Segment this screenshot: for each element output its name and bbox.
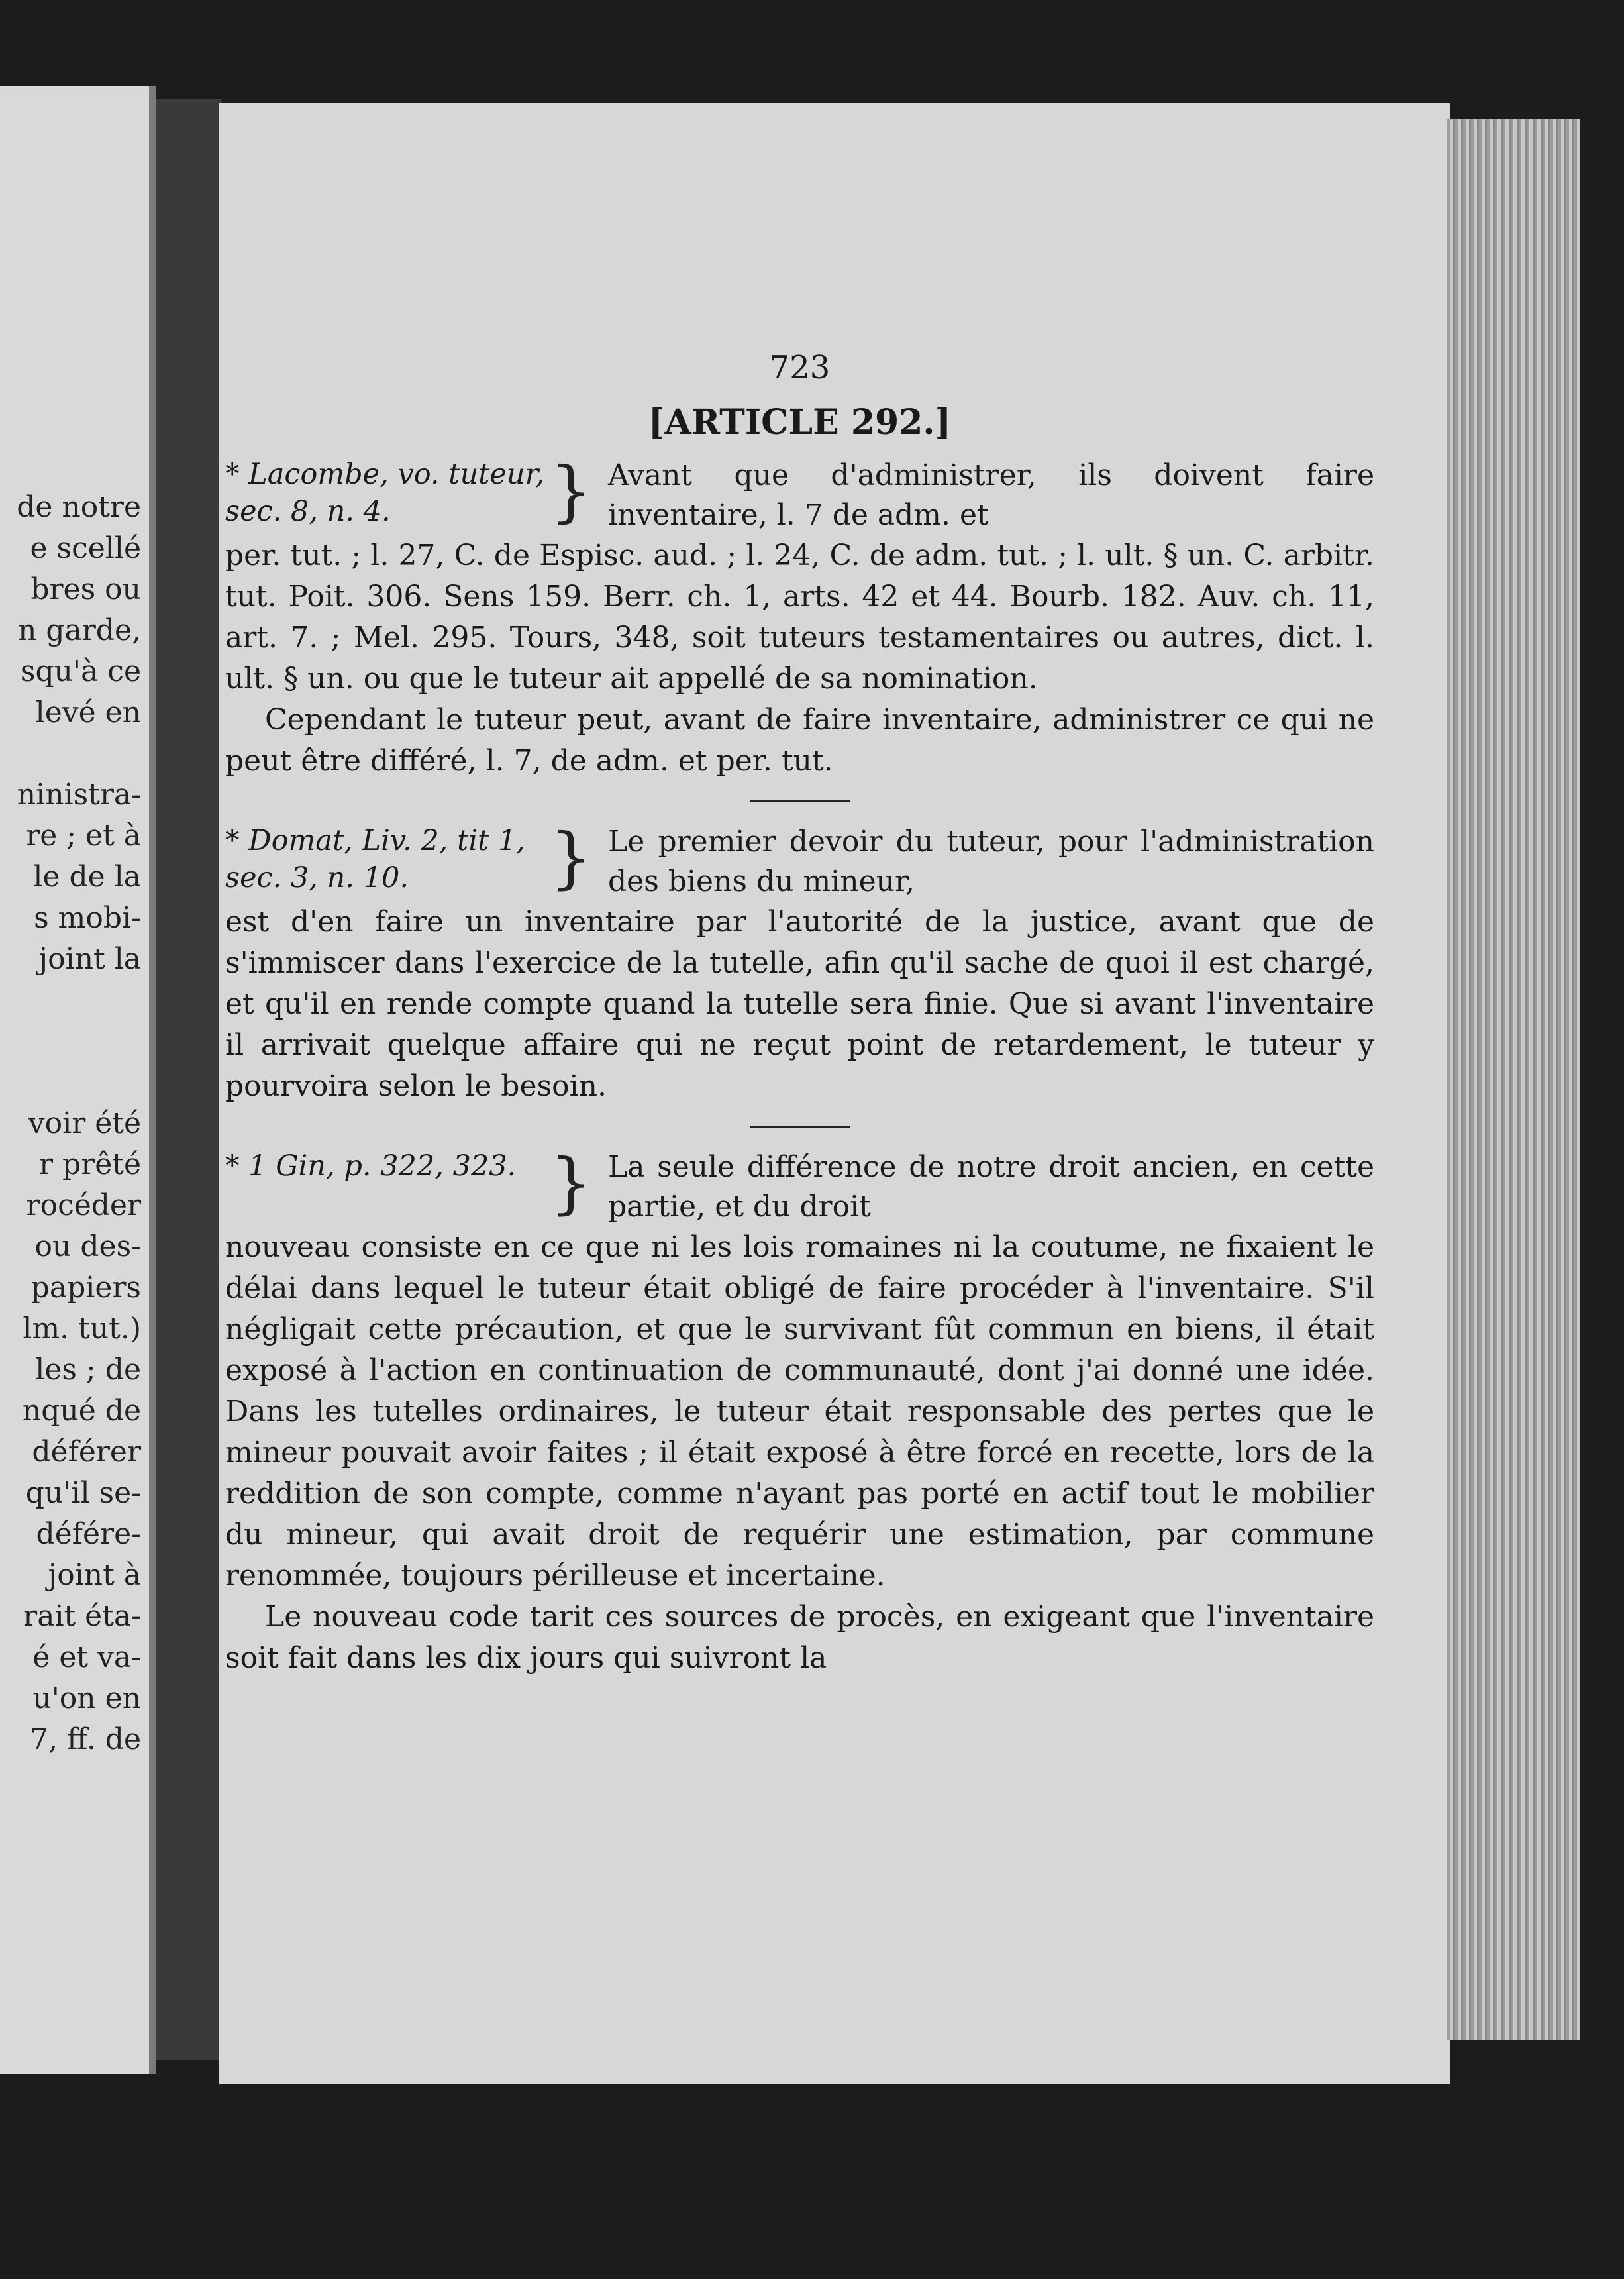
left-page-line: défére- (36, 1517, 141, 1551)
brace-icon: } (550, 819, 592, 896)
left-page-line: ou des- (34, 1230, 141, 1263)
entry-body: nouveau consiste en ce que ni les lois romaines ni la coutume, ne fixaient le délai dans lequel le tuteur était obligé de faire procéder à l'inventaire. S'il négligait cette précaution, et que le survivant fût commun en biens, il était exposé à l'action en continuation de communauté, dont j'ai donné une idée. Dans les tutelles ordinaires, le tuteur était responsable des pertes que le mineur pouvait avoir faites ; il était exposé à être forcé en recette, lors de la reddition de son compte, comme n'ayant pas porté en actif tout le mobilier du mineur, qui avait droit de requérir une estimation, par commune renommée, toujours périlleuse et incertaine. (225, 1230, 1374, 1593)
citation-domat (225, 819, 596, 896)
entry-lead: La seule différence de notre droit ancien, en cette partie, et du droit (608, 1150, 1374, 1224)
entry-body: per. tut. ; l. 27, C. de Espisc. aud. ; l. 24, C. de adm. tut. ; l. ult. § un. C. arbitr. tut. Poit. 306. Sens 159. Berr. ch. 1, arts. 42 et 44. Bourb. 182. Auv. ch. 11, art. 7. ; Mel. 295. Tours, 348, soit tuteurs testamentaires ou autres, dict. l. ult. § un. ou que le tuteur ait appellé de sa nomination. (225, 539, 1374, 696)
left-page-line: le de la (33, 860, 141, 894)
left-page-line: é et va- (32, 1640, 141, 1674)
left-page-line: e scellé (30, 531, 141, 565)
entry-extra: Cependant le tuteur peut, avant de faire inventaire, administrer ce qui ne peut être différé, l. 7, de adm. et per. tut. (225, 703, 1374, 778)
separator-rule (750, 1126, 850, 1128)
left-page-gutter-shadow (149, 86, 156, 2074)
left-page-line: r prêté (39, 1147, 141, 1181)
left-page-line: les ; de (35, 1353, 141, 1387)
brace-icon: } (550, 1144, 592, 1222)
citation-text: * Lacombe, vo. tuteur, sec. 8, n. 4. (225, 458, 545, 528)
entry-lead: Avant que d'administrer, ils doivent faire inventaire, l. 7 de adm. et (608, 458, 1374, 532)
left-page-line: joint la (38, 942, 141, 976)
citation-text: * Domat, Liv. 2, tit 1, sec. 3, n. 10. (225, 824, 526, 894)
left-page-line: joint à (48, 1558, 141, 1592)
left-page-line: 7, ff. de (30, 1722, 141, 1756)
page-stack-edge (1447, 119, 1580, 2040)
left-page-line: n garde, (18, 613, 141, 647)
entry-body: est d'en faire un inventaire par l'autorité de la justice, avant que de s'immiscer dans l'exercice de la tutelle, afin qu'il sache de quoi il est chargé, et qu'il en rende compte quand la tutelle sera finie. Que si avant l'inventaire il arrivait quelque affaire qui ne reçut point de retardement, le tuteur y pourvoira selon le besoin. (225, 905, 1374, 1103)
entry-lacombe (225, 452, 1374, 782)
left-page-line: rait éta- (23, 1599, 141, 1633)
left-page-line: qu'il se- (25, 1476, 141, 1510)
article-title: [ARTICLE 292.] (648, 402, 952, 443)
brace-icon: } (550, 452, 592, 530)
left-page-line: ninistra- (17, 778, 141, 812)
left-page-line: rocéder (26, 1189, 141, 1222)
page-content (225, 348, 1374, 1679)
citation-lacombe (225, 452, 596, 530)
right-page (219, 103, 1450, 2084)
left-page-line: squ'à ce (20, 655, 141, 688)
left-page (0, 86, 156, 2074)
left-page-line: re ; et à (26, 819, 141, 853)
left-page-line: de notre (17, 490, 141, 524)
left-page-line: bres ou (30, 572, 141, 606)
left-page-line: nqué de (22, 1394, 141, 1428)
entry-lead: Le premier devoir du tuteur, pour l'administration des biens du mineur, (608, 825, 1374, 898)
separator-rule (750, 800, 850, 802)
entry-head (225, 819, 1374, 902)
citation-gin (225, 1144, 596, 1222)
entry-head (225, 452, 1374, 535)
left-page-line: déférer (32, 1435, 141, 1469)
entry-head (225, 1144, 1374, 1227)
left-page-line: levé en (35, 696, 141, 729)
left-page-line: papiers (30, 1271, 141, 1304)
entry-domat (225, 819, 1374, 1107)
entry-extra: Le nouveau code tarit ces sources de procès, en exigeant que l'inventaire soit fait dans les dix jours qui suivront la (225, 1600, 1374, 1675)
left-page-line: voir été (28, 1106, 141, 1140)
left-page-line: u'on en (32, 1681, 141, 1715)
page-number: 723 (769, 349, 831, 386)
left-page-line: lm. tut.) (23, 1312, 141, 1346)
left-page-line: s mobi- (34, 901, 141, 935)
citation-text: * 1 Gin, p. 322, 323. (225, 1149, 517, 1183)
book-gutter (156, 99, 222, 2060)
entry-gin (225, 1144, 1374, 1679)
